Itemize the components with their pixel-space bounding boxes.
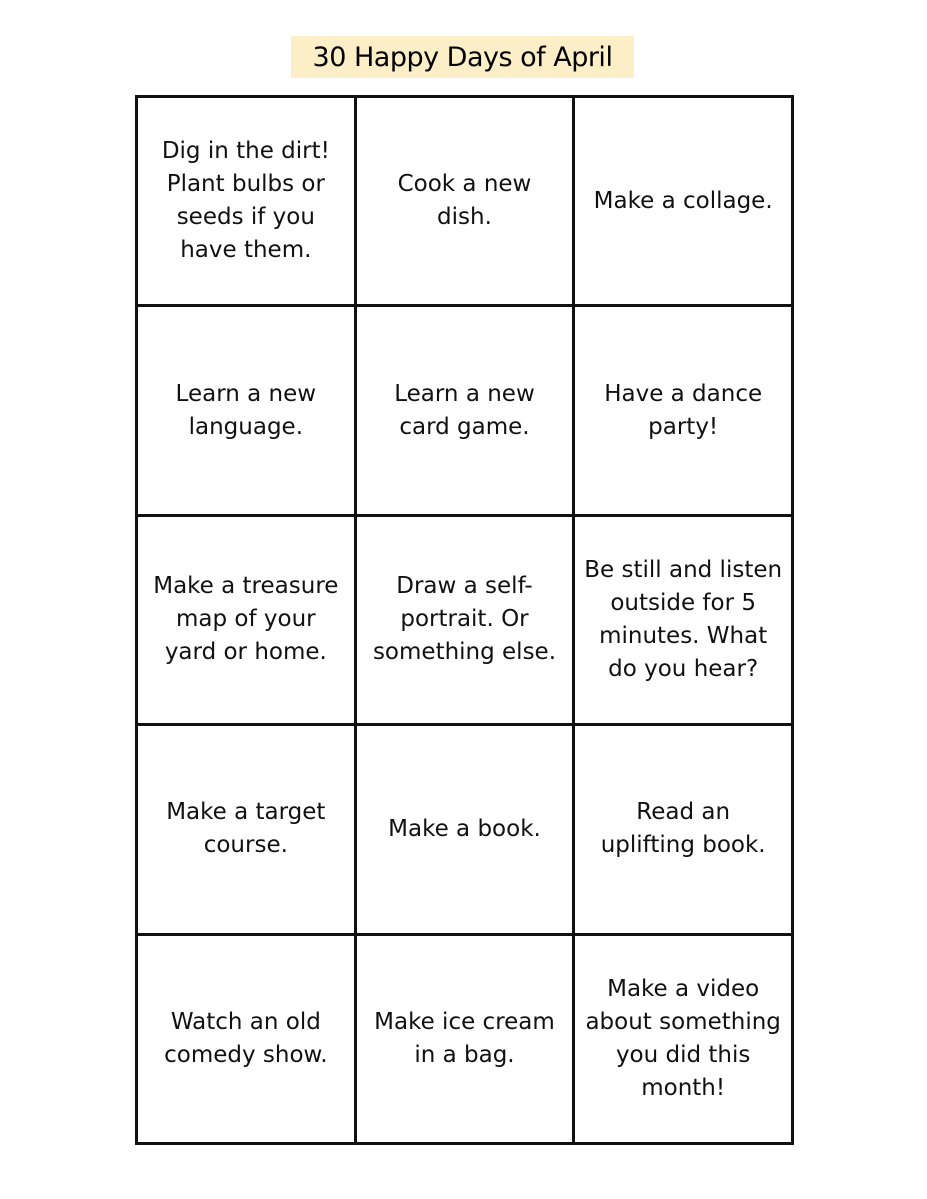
activity-cell [357, 517, 576, 726]
activity-text: Make a treasure map of your yard or home. [153, 573, 339, 666]
activity-cell [138, 98, 357, 307]
activity-cell [357, 936, 576, 1145]
activity-text: Draw a self- portrait. Or something else. [372, 573, 557, 666]
activity-cell [575, 726, 794, 935]
activity-cell [575, 517, 794, 726]
activity-text: Make a book. [388, 815, 541, 842]
activity-cell [138, 936, 357, 1145]
activity-cell [138, 517, 357, 726]
activity-text: Make a target course. [166, 799, 326, 859]
activity-cell [575, 307, 794, 516]
activity-text: Dig in the dirt! Plant bulbs or seeds if you have them. [161, 138, 330, 264]
activity-text: Read an uplifting book. [600, 799, 766, 859]
activity-text: Make a collage. [593, 187, 773, 214]
activity-text: Cook a new dish. [397, 171, 532, 231]
activity-cell [575, 936, 794, 1145]
page-title: 30 Happy Days of April [291, 36, 634, 78]
activity-text: Have a dance party! [604, 380, 763, 440]
activity-text: Learn a new card game. [394, 380, 535, 440]
activity-cell [357, 726, 576, 935]
activity-grid [135, 95, 794, 1145]
activity-text: Watch an old comedy show. [164, 1008, 328, 1068]
activity-text: Make ice cream in a bag. [374, 1008, 555, 1068]
activity-cell [357, 307, 576, 516]
activity-cell [575, 98, 794, 307]
activity-cell [138, 307, 357, 516]
activity-cell [357, 98, 576, 307]
activity-text: Be still and listen outside for 5 minutes. What do you hear? [584, 556, 783, 682]
activity-text: Learn a new language. [175, 380, 317, 440]
activity-text: Make a video about something you did this month! [585, 975, 781, 1101]
activity-cell [138, 726, 357, 935]
